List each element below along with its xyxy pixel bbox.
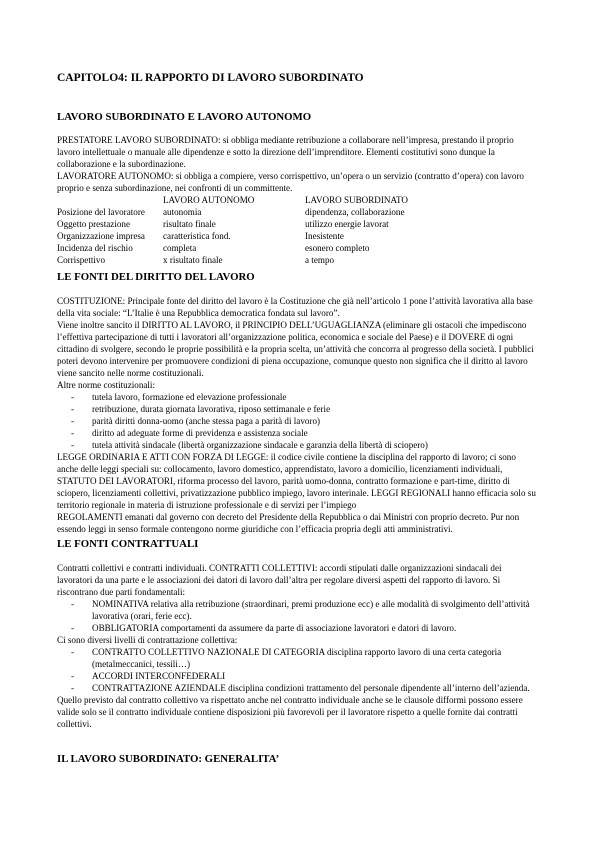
- paragraph-regulations: REGOLAMENTI emanati dal governo con decreto del Presidente della Repubblica o dai Ministri con proprio decreto. Pur non essendo leggi in senso formale contengono norme giuridiche con l’efficacia propria degli atti amministrativi.: [57, 512, 520, 534]
- section-body-contractual-sources: [57, 562, 539, 730]
- section-heading-subordinate-autonomous: LAVORO SUBORDINATO E LAVORO AUTONOMO: [57, 111, 312, 123]
- table-cell: Inesistente: [305, 231, 344, 241]
- contract-parts-list: [57, 598, 539, 634]
- list-item: - retribuzione, durata giornata lavorativa, riposo settimanale e ferie: [57, 403, 539, 415]
- paragraph-other-norms: Altre norme costituzionali:: [57, 380, 155, 390]
- table-header-cell: [57, 194, 163, 206]
- table-cell: esonero completo: [305, 243, 370, 253]
- table-cell: x risultato finale: [163, 255, 223, 265]
- section-heading-subordinate-work-general: IL LAVORO SUBORDINATO: GENERALITA’: [57, 753, 280, 765]
- paragraph-ordinary-law: LEGGE ORDINARIA E ATTI CON FORZA DI LEGGE: il codice civile contiene la disciplina del rapporto di lavoro; ci sono anche delle leggi speciali su: collocamento, lavoro domestico, apprendistato, lavoro a domicilio, licenziamenti individuali, STATUTO DEI LAVORATORI, riforma processo del lavoro, parità uomo-donna, contratto formazione e part-time, diritto di sciopero, licenziamenti collettivi, privatizzazione pubblico impiego, lavoro interinale. LEGGI REGIONALI hanno efficacia solo su territorio regionale in materia di istruzione professionale e di servizi per l’impiego: [57, 452, 536, 510]
- list-item: - ACCORDI INTERCONFEDERALI: [57, 670, 539, 682]
- section-heading-contractual-sources: LE FONTI CONTRATTUALI: [57, 538, 199, 550]
- paragraph-subordinate-worker: PRESTATORE LAVORO SUBORDINATO: si obbliga mediante retribuzione a collaborare nell’impresa, prestando il proprio lavoro intellettuale o manuale alle dipendenze e sotto la direzione dell’imprenditore. Elementi costitutivi sono dunque la collaborazione e la subordinazione.: [57, 135, 514, 169]
- table-row: [57, 218, 408, 230]
- paragraph-constitution: COSTITUZIONE: Principale fonte del diritto del lavoro è la Costituzione che già nell’articolo 1 pone l’attività lavorativa alla base della vita sociale: “L’Italie è una Repubblica democratica fondata sul lavoro”.: [57, 296, 533, 318]
- table-cell: Oggetto prestazione: [57, 219, 130, 229]
- list-item: - CONTRATTAZIONE AZIENDALE disciplina condizioni trattamento del personale dipendente all’interno dell’azienda.: [57, 682, 539, 694]
- table-cell: completa: [163, 243, 197, 253]
- table-cell: risultato finale: [163, 219, 216, 229]
- paragraph-rights: Viene inoltre sancito il DIRITTO AL LAVORO, il PRINCIPIO DELL’UGUAGLIANZA (eliminare gli ostacoli che impediscono l’effettiva partecipazione di tutti i lavoratori all’organizzazione politica, economica e sociale del Paese) e il DOVERE di ogni cittadino di svolgere, secondo le proprie possibilità e la propria scelta, un’attività che concorra al progresso della società. I pubblici poteri devono intervenire per promuovere condizioni di piena occupazione, comunque questo non significa che il diritto al lavoro viene sancito nelle norme costituzionali.: [57, 320, 534, 378]
- table-header-cell: LAVORO AUTONOMO: [163, 195, 255, 205]
- paragraph-levels: Ci sono diversi livelli di contrattazione collettiva:: [57, 635, 238, 645]
- section-body-labour-law-sources: [57, 295, 539, 535]
- section-body-subordinate-autonomous: [57, 134, 539, 266]
- table-cell: Corrispettivo: [57, 255, 105, 265]
- table-cell: dipendenza, collaborazione: [305, 207, 405, 217]
- paragraph-collective-contracts: Contratti collettivi e contratti individuali. CONTRATTI COLLETTIVI: accordi stipulati dalle organizzazioni sindacali dei lavoratori da una parte e le associazioni dei datori di lavoro dall’altra per regolare diversi aspetti del rapporto di lavoro. Si riscontrano due parti fondamentali:: [57, 563, 502, 597]
- constitutional-norms-list: [57, 391, 539, 451]
- list-item: - diritto ad adeguate forme di previdenza e assistenza sociale: [57, 427, 539, 439]
- table-cell: a tempo: [305, 255, 335, 265]
- table-cell: Posizione del lavoratore: [57, 207, 145, 217]
- table-row: [57, 242, 408, 254]
- bargaining-levels-list: [57, 646, 539, 694]
- table-cell: caratteristica fond.: [163, 231, 231, 241]
- table-header-cell: LAVORO SUBORDINATO: [305, 195, 408, 205]
- table-cell: Incidenza del rischio: [57, 243, 133, 253]
- list-item: - NOMINATIVA relativa alla retribuzione (straordinari, premi produzione ecc) e alle modalità di svolgimento dell’attività lavorativa (orari, ferie ecc).: [57, 598, 539, 622]
- list-item: - CONTRATTO COLLETTIVO NAZIONALE DI CATEGORIA disciplina rapporto lavoro di una certa categoria (metalmeccanici, tessili…): [57, 646, 539, 670]
- list-item: - OBBLIGATORIA comportamenti da assumere da parte di associazione lavoratori e datori di lavoro.: [57, 622, 539, 634]
- chapter-title: CAPITOLO4: IL RAPPORTO DI LAVORO SUBORDINATO: [57, 72, 364, 84]
- table-row: [57, 206, 408, 218]
- paragraph-individual-contract: Quello previsto dal contratto collettivo va rispettato anche nel contratto individuale anche se le clausole difformi possono essere valide solo se il contratto individuale contiene disposizioni più favorevoli per il lavoratore rispetto a quelle fornite dai contratti collettivi.: [57, 695, 523, 729]
- table-row: [57, 254, 408, 266]
- paragraph-autonomous-worker: LAVORATORE AUTONOMO: si obbliga a compiere, verso corrispettivo, un’opera o un servizio (contratto d’opera) con lavoro proprio e senza subordinazione, nei confronti di un committente.: [57, 171, 524, 193]
- comparison-table: [57, 194, 408, 266]
- section-heading-labour-law-sources: LE FONTI DEL DIRITTO DEL LAVORO: [57, 271, 255, 283]
- table-header-row: [57, 194, 408, 206]
- table-row: [57, 230, 408, 242]
- table-cell: utilizzo energie lavorat: [305, 219, 389, 229]
- list-item: - tutela attività sindacale (libertà organizzazione sindacale e garanzia della libertà di sciopero): [57, 439, 539, 451]
- list-item: - parità diritti donna-uomo (anche stessa paga a parità di lavoro): [57, 415, 539, 427]
- table-cell: autonomia: [163, 207, 202, 217]
- table-cell: Organizzazione impresa: [57, 231, 145, 241]
- list-item: - tutela lavoro, formazione ed elevazione professionale: [57, 391, 539, 403]
